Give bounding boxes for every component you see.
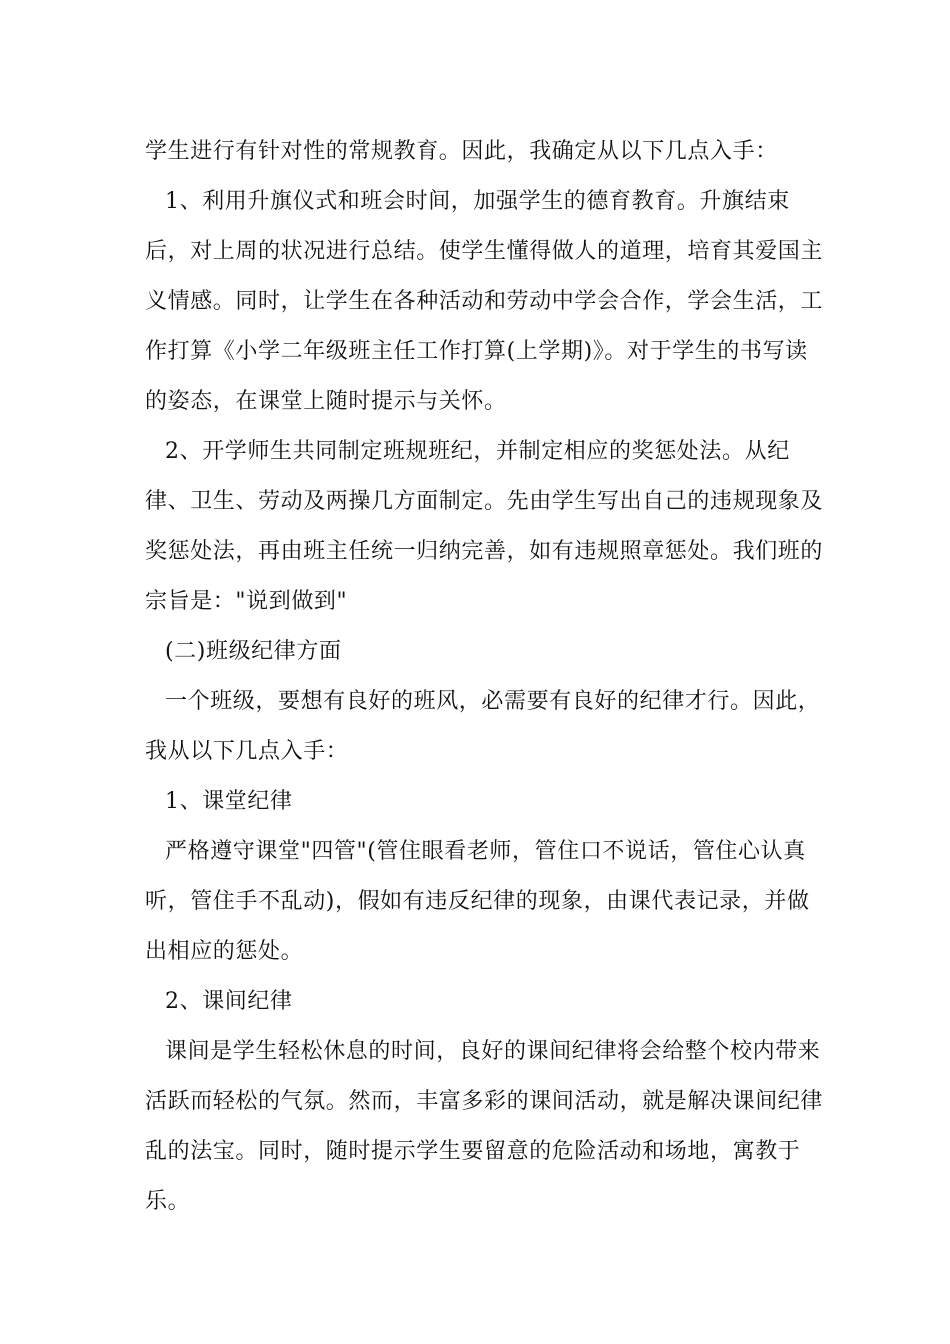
paragraph-discipline-intro: 一个班级，要想有良好的班风，必需要有良好的纪律才行。因此，我从以下几点入手： [145,689,821,764]
subheading-break-discipline: 2、课间纪律 [165,989,293,1014]
paragraph-intro: 学生进行有针对性的常规教育。因此，我确定从以下几点入手： [145,139,778,164]
paragraph-classroom-discipline: 严格遵守课堂"四管"(管住眼看老师，管住口不说话，管住心认真听，管住手不乱动)，假如有违反纪律的现象，由课代表记录，并做出相应的惩处。 [145,839,810,964]
paragraph-item-1-flag-ceremony: 1、利用升旗仪式和班会时间，加强学生的德育教育。升旗结束后，对上周的状况进行总结。使学生懂得做人的道理，培育其爱国主义情感。同时，让学生在各种活动和劳动中学会合作，学会生活，工作打算《小学二年级班主任工作打算(上学期)》。对于学生的书写读的姿态，在课堂上随时提示与关怀。 [145,189,824,414]
paragraph-break-discipline: 课间是学生轻松休息的时间，良好的课间纪律将会给整个校内带来活跃而轻松的气氛。然而，丰富多彩的课间活动，就是解决课间纪律乱的法宝。同时，随时提示学生要留意的危险活动和场地，寓教于乐。 [145,1039,824,1214]
section-heading-class-discipline: (二)班级纪律方面 [165,639,342,664]
document-body [145,127,825,1227]
subheading-classroom-discipline: 1、课堂纪律 [165,789,293,814]
paragraph-item-2-class-rules: 2、开学师生共同制定班规班纪，并制定相应的奖惩处法。从纪律、卫生、劳动及两操几方面制定。先由学生写出自己的违规现象及奖惩处法，再由班主任统一归纳完善，如有违规照章惩处。我们班的宗旨是："说到做到" [145,439,824,614]
